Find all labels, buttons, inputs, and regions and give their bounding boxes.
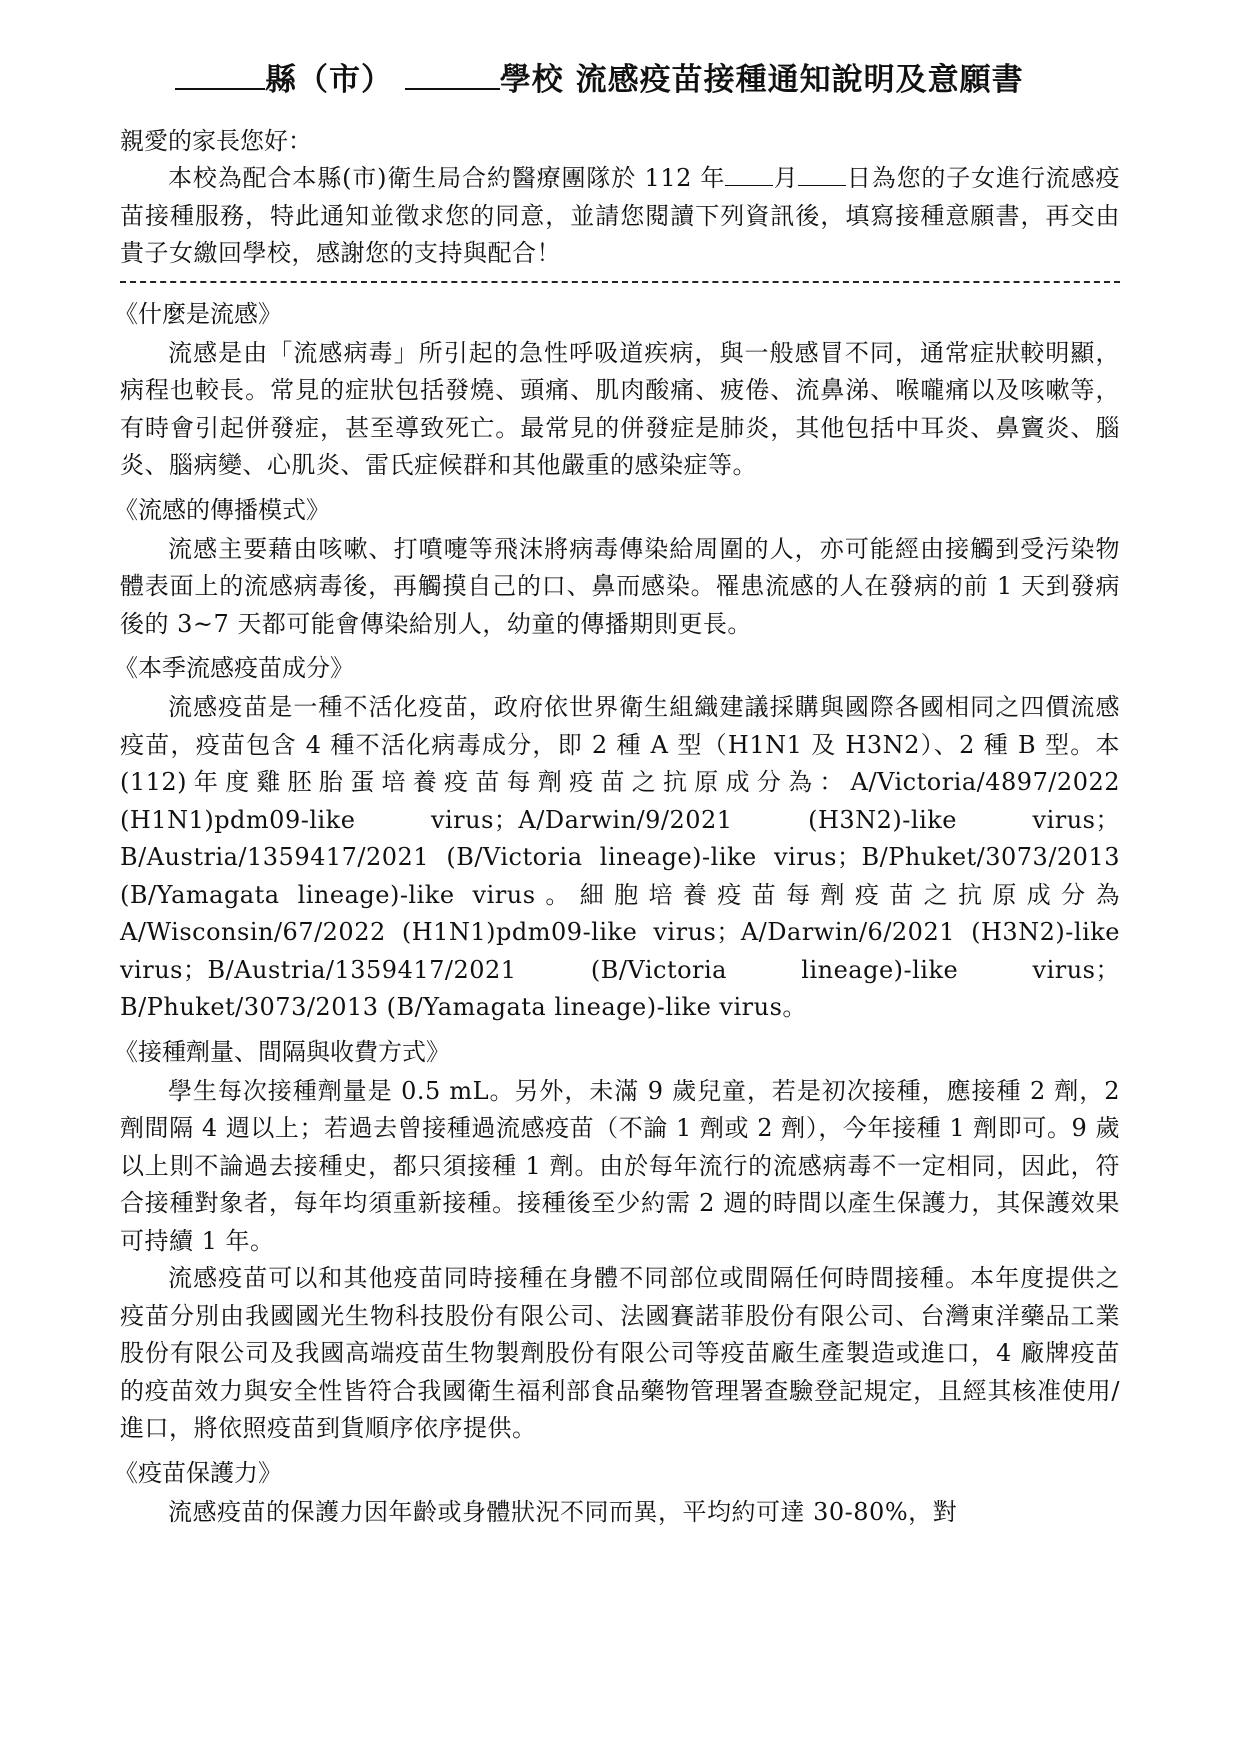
section-vaccine-composition	[114, 649, 1120, 1027]
section-protection	[114, 1454, 1120, 1532]
section-dosage	[114, 1033, 1120, 1448]
section-paragraph: 流感是由「流感病毒」所引起的急性呼吸道疾病，與一般感冒不同，通常症狀較明顯，病程也較長。常見的症狀包括發燒、頭痛、肌肉酸痛、疲倦、流鼻涕、喉嚨痛以及咳嗽等，有時會引起併發症，甚至導致死亡。最常見的併發症是肺炎，其他包括中耳炎、鼻竇炎、腦炎、腦病變、心肌炎、雷氏症候群和其他嚴重的感染症等。	[120, 338, 1120, 479]
section-transmission	[114, 491, 1120, 644]
section-heading: 《疫苗保護力》	[114, 1458, 282, 1487]
document-body	[114, 122, 1121, 1531]
school-blank	[405, 58, 500, 90]
intro-part2: 日為您的子女進行流感疫苗接種服務，特此通知並徵求您的同意，並請您閱讀下列資訊後，填寫接種意願書，再交由貴子女繳回學校，感謝您的支持與配合！	[120, 164, 1121, 267]
section-paragraph: 流感疫苗是一種不活化疫苗，政府依世界衛生組織建議採購與國際各國相同之四價流感疫苗，疫苗包含 4 種不活化病毒成分，即 2 種 A 型（H1N1 及 H3N2）、2 種 B 型。本(112)年度雞胚胎蛋培養疫苗每劑疫苗之抗原成分為：A/Victoria/4897/2022 (H1N1)pdm09-like virus；A/Darwin/9/2021 (H3N2)-like virus；B/Austria/1359417/2021 (B/Victoria lineage)-like virus；B/Phuket/3073/2013 (B/Yamagata lineage)-like virus。細胞培養疫苗每劑疫苗之抗原成分為 A/Wisconsin/67/2022 (H1N1)pdm09-like virus；A/Darwin/6/2021 (H3N2)-like virus；B/Austria/1359417/2021 (B/Victoria lineage)-like virus；B/Phuket/3073/2013 (B/Yamagata lineage)-like virus。	[120, 693, 1120, 1021]
section-heading: 《什麼是流感》	[114, 299, 282, 328]
intro-paragraph	[120, 160, 1120, 273]
section-heading: 《本季流感疫苗成分》	[114, 654, 354, 682]
section-paragraph: 學生每次接種劑量是 0.5 mL。另外，未滿 9 歲兒童，若是初次接種，應接種 2 劑，2 劑間隔 4 週以上；若過去曾接種過流感疫苗（不論 1 劑或 2 劑），今年接種 1 劑即可。9 歲以上則不論過去接種史，都只須接種 1 劑。由於每年流行的流感病毒不一定相同，因此，符合接種對象者，每年均須重新接種。接種後至少約需 2 週的時間以產生保護力，其保護效果可持續 1 年。	[120, 1076, 1120, 1255]
section-heading: 《接種劑量、間隔與收費方式》	[114, 1037, 450, 1066]
greeting: 親愛的家長您好：	[120, 127, 312, 155]
section-paragraph: 流感疫苗的保護力因年齡或身體狀況不同而異，平均約可達 30-80%，對	[168, 1497, 958, 1526]
county-blank	[175, 58, 265, 90]
day-blank	[798, 163, 846, 186]
month-label: 月	[773, 164, 799, 192]
section-heading: 《流感的傳播模式》	[114, 495, 330, 524]
intro-part1: 本校為配合本縣(市)衛生局合約醫療團隊於 112 年	[168, 164, 726, 192]
title-text: 學校 流感疫苗接種通知說明及意願書	[499, 62, 1024, 98]
month-blank	[725, 163, 773, 186]
dashed-divider	[120, 281, 1120, 283]
document-title	[175, 54, 1075, 99]
section-paragraph: 流感主要藉由咳嗽、打噴嚏等飛沫將病毒傳染給周圍的人，亦可能經由接觸到受污染物體表面上的流感病毒後，再觸摸自己的口、鼻而感染。罹患流感的人在發病的前 1 天到發病後的 3~7 天都可能會傳染給別人，幼童的傳播期則更長。	[120, 534, 1120, 638]
section-paragraph: 流感疫苗可以和其他疫苗同時接種在身體不同部位或間隔任何時間接種。本年度提供之疫苗分別由我國國光生物科技股份有限公司、法國賽諾菲股份有限公司、台灣東洋藥品工業股份有限公司及我國高端疫苗生物製劑股份有限公司等疫苗廠生產製造或進口，4 廠牌疫苗的疫苗效力與安全性皆符合我國衛生福利部食品藥物管理署查驗登記規定，且經其核准使用/進口，將依照疫苗到貨順序依序提供。	[120, 1264, 1120, 1442]
county-suffix: 縣（市）	[265, 62, 393, 98]
section-what-is-flu	[114, 295, 1120, 485]
